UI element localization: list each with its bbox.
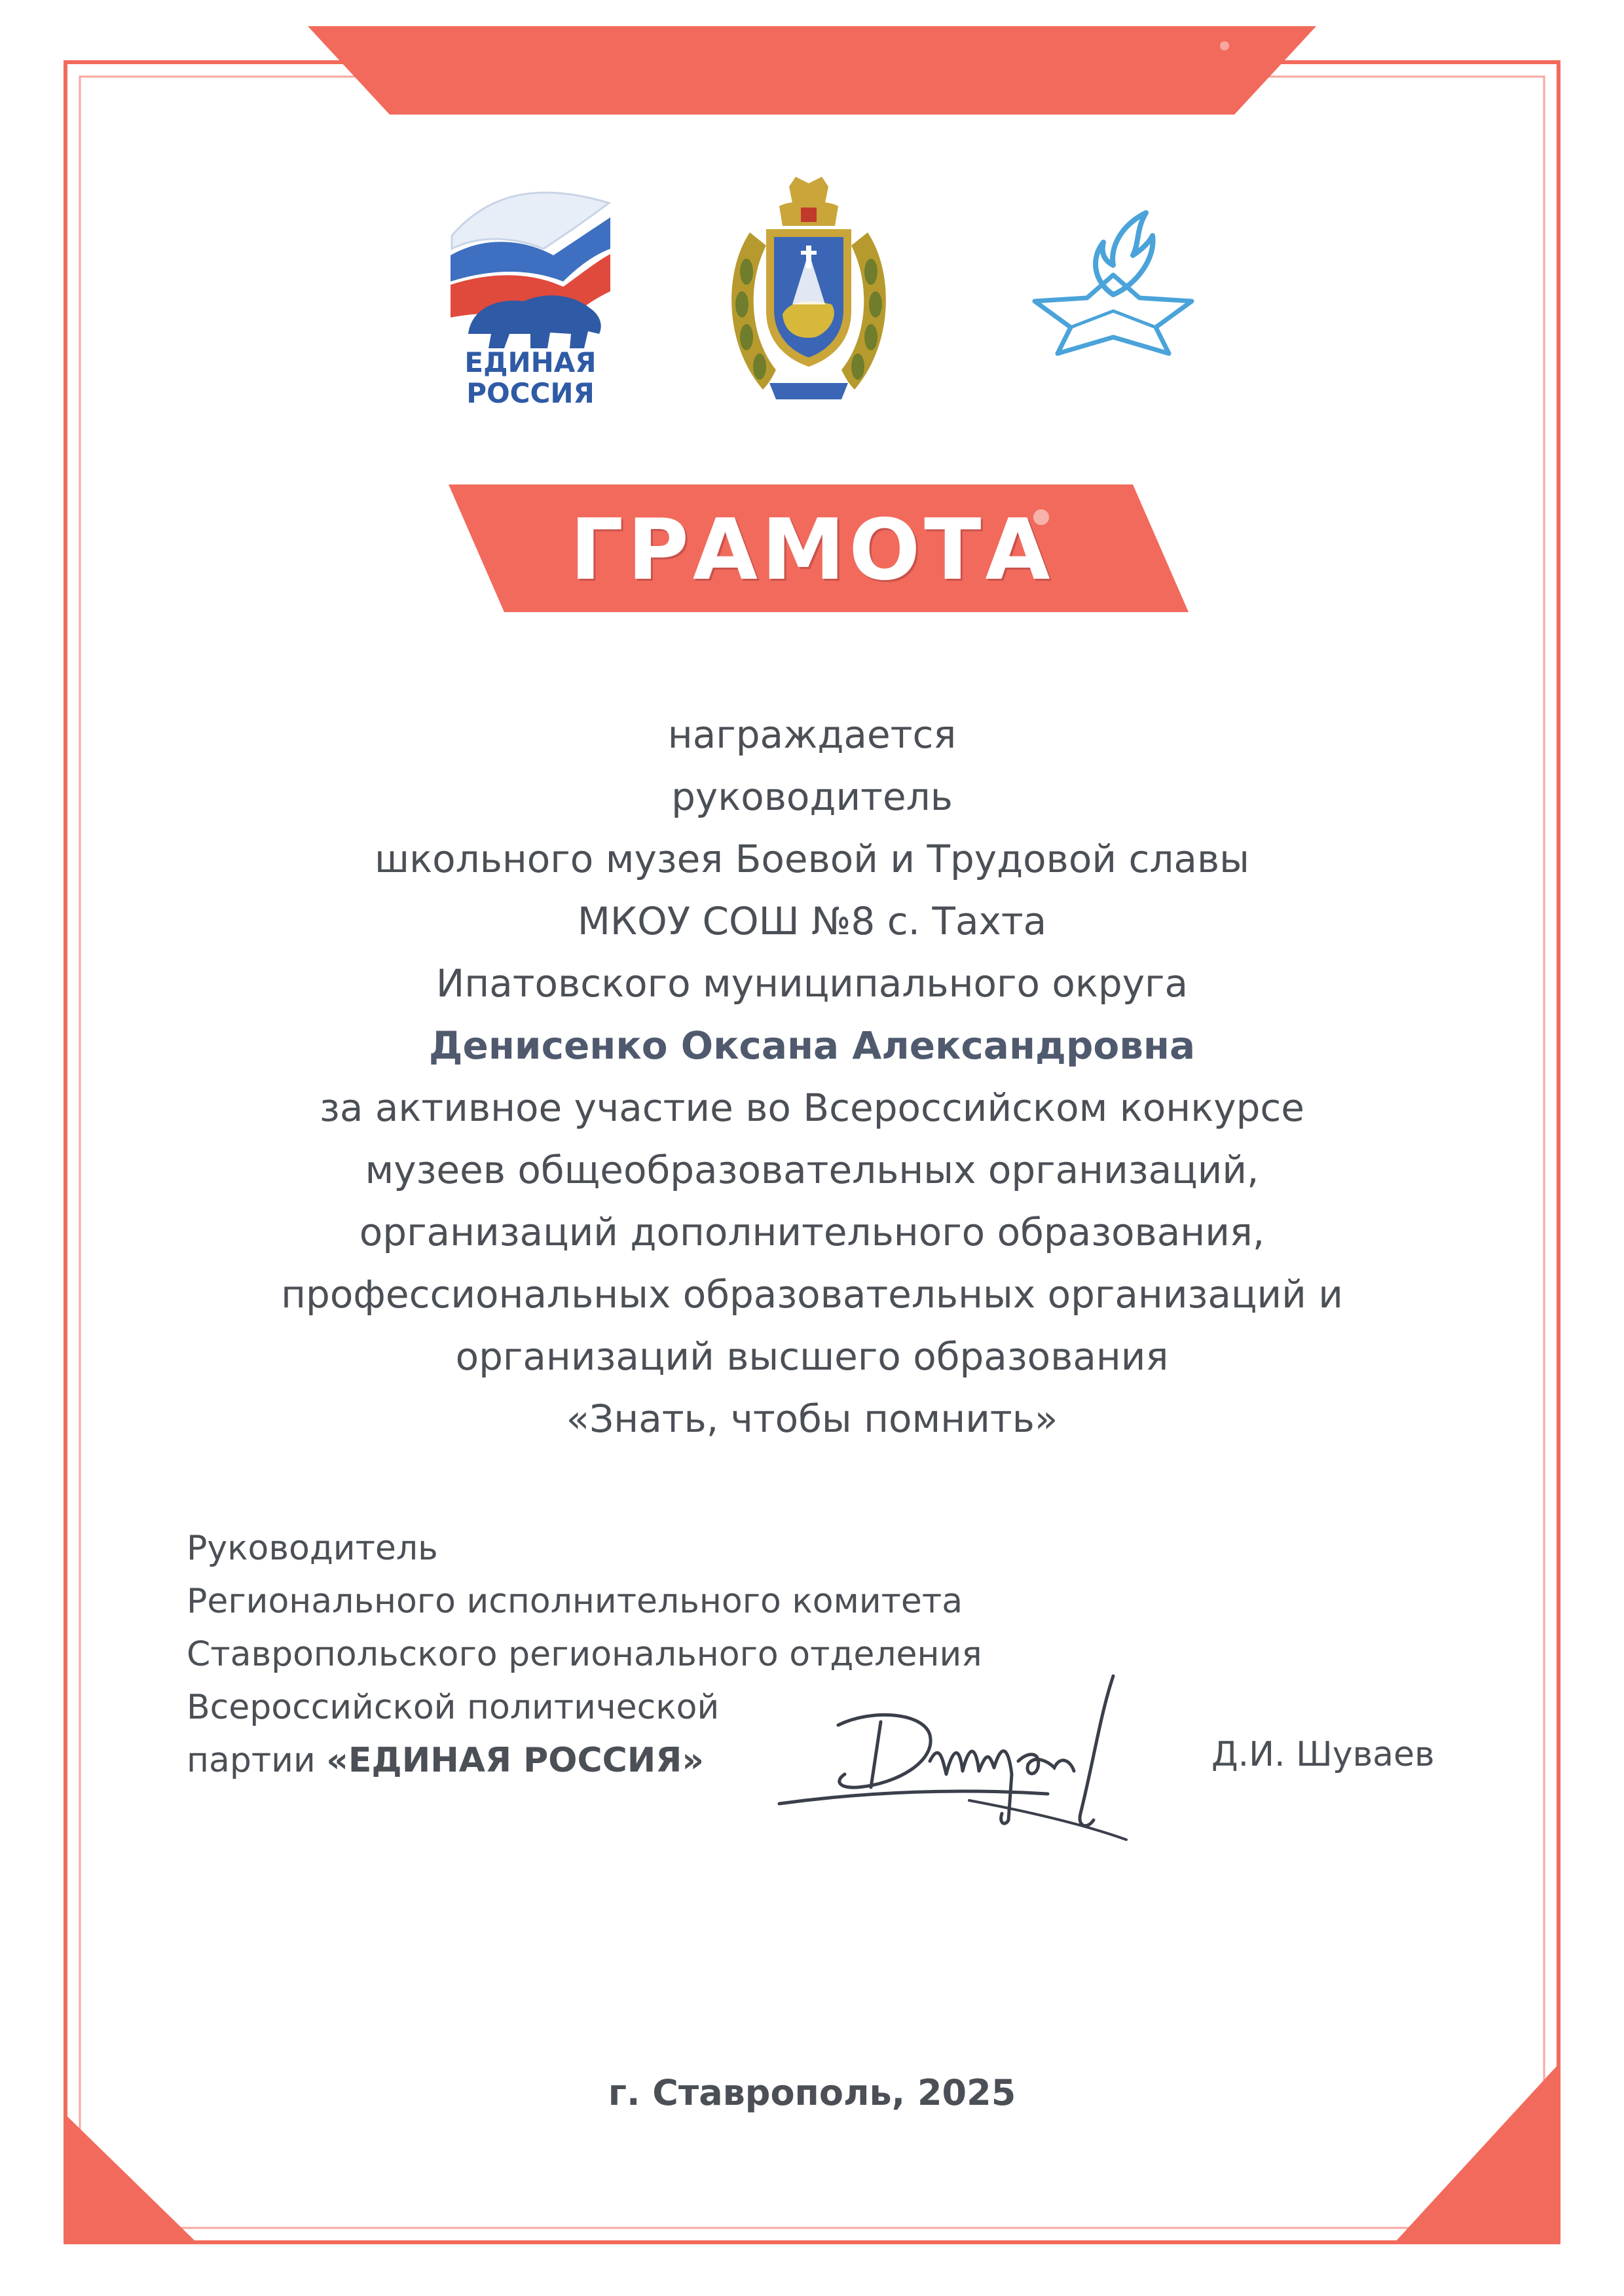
party-logo-text-line1: ЕДИНАЯ (464, 346, 597, 378)
body-line-school: МКОУ СОШ №8 с. Тахта (577, 899, 1047, 943)
sig-line-head: Руководитель (187, 1529, 438, 1568)
party-name: «ЕДИНАЯ РОССИЯ» (326, 1741, 704, 1780)
body-line-higher-education: организаций высшего образования (455, 1334, 1169, 1379)
body-line-museum: школьного музея Боевой и Трудовой славы (375, 837, 1249, 881)
body-line-awarded: награждается (667, 712, 957, 757)
place-and-date: г. Ставрополь, 2025 (608, 2072, 1016, 2113)
body-line-professional: профессиональных образовательных организаций и (281, 1272, 1343, 1317)
certificate-body (164, 704, 1460, 1450)
party-logo-text-line2: РОССИЯ (466, 377, 595, 409)
sig-line-party-type: Всероссийской политической (187, 1688, 720, 1727)
contest-name: «Знать, чтобы помнить» (566, 1396, 1058, 1441)
party-logo (432, 177, 629, 412)
body-line-museums: музеев общеобразовательных организаций, (365, 1148, 1259, 1192)
certificate-title: ГРАМОТА (570, 501, 1054, 599)
sig-line-branch: Ставропольского регионального отделения (187, 1635, 982, 1674)
top-ribbon (308, 26, 1316, 115)
body-line-district: Ипатовского муниципального округа (435, 961, 1189, 1006)
body-line-additional-education: организаций дополнительного образования, (359, 1210, 1265, 1254)
handwritten-signature (773, 1663, 1166, 1853)
eternal-flame-star-icon (1022, 196, 1205, 360)
body-line-position: руководитель (671, 774, 953, 819)
corner-bottom-right (1395, 2066, 1557, 2242)
coat-of-arms-emblem (710, 173, 907, 409)
sig-line-committee: Регионального исполнительного комитета (187, 1582, 963, 1621)
signer-name: Д.И. Шуваев (1211, 1735, 1435, 1774)
corner-bottom-left (65, 2115, 196, 2242)
sig-party-prefix: партии (187, 1741, 316, 1780)
recipient-name: Денисенко Оксана Александровна (428, 1023, 1196, 1068)
body-line-reason: за активное участие во Всероссийском конкурсе (320, 1085, 1304, 1130)
